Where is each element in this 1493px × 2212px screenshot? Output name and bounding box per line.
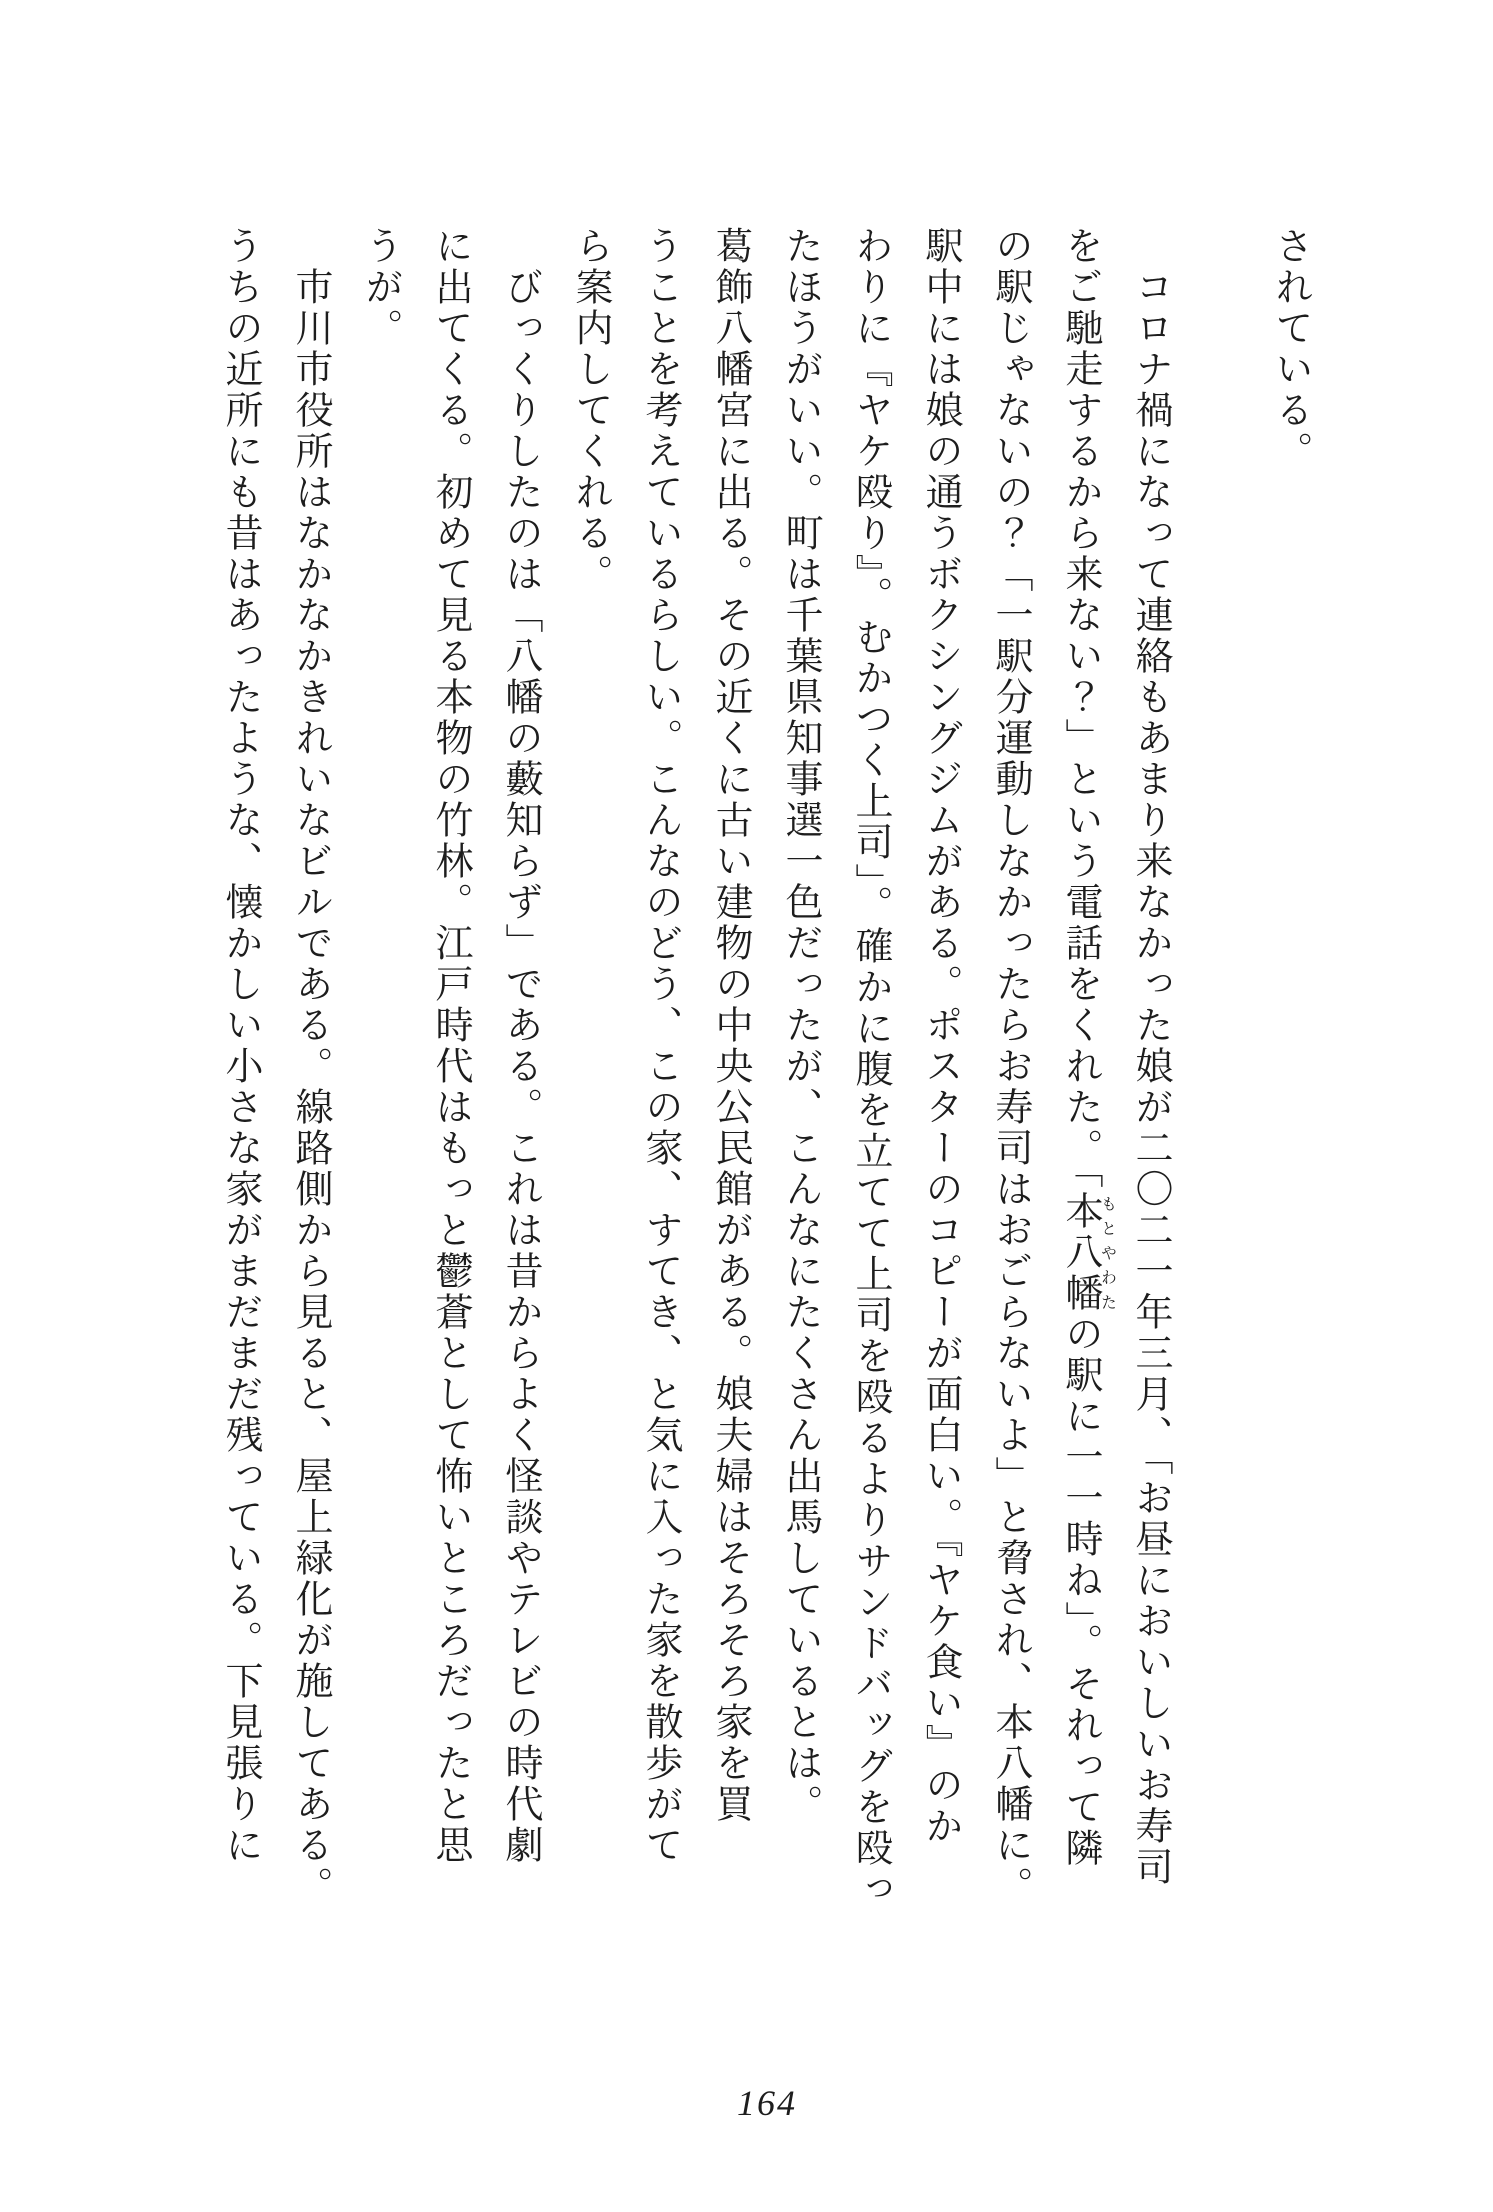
text-column: の駅じゃないの？「一駅分運動しなかったらお寿司はおごらないよ」と脅され、本八幡に。 [989, 226, 1031, 1907]
furigana-term: 本八幡もとやわた [1059, 1191, 1116, 1314]
text-column: びっくりしたのは「八幡の藪知らず」である。これは昔からよく怪談やテレビの時代劇 [499, 226, 541, 1866]
text-column: コロナ禍になって連絡もあまり来なかった娘が二〇二一年三月、「お昼においしいお寿司 [1129, 226, 1171, 1888]
page-number: 164 [737, 2083, 797, 2123]
text-column: わりに『ヤケ殴り』。むかつく上司」。確かに腹を立てて上司を殴るよりサンドバッグを殴っ [849, 226, 891, 1910]
text-column: うちの近所にも昔はあったような、懐かしい小さな家がまだまだ残っている。下見張りに [219, 226, 261, 1866]
text-column: 市川市役所はなかなかきれいなビルである。線路側から見ると、屋上緑化が施してある。 [289, 226, 331, 1907]
text-column: されている。 [1269, 226, 1311, 472]
vertical-text-block [205, 226, 1325, 1910]
text-column: うが。 [359, 226, 401, 349]
blank-column [1185, 226, 1255, 1901]
text-column: 葛飾八幡宮に出る。その近くに古い建物の中央公民館がある。娘夫婦はそろそろ家を買 [709, 226, 751, 1825]
text-column: をご馳走するから来ない？」という電話をくれた。「本八幡もとやわたの駅に一一時ね」。それって隣 [1059, 226, 1116, 1869]
text-column: 駅中には娘の通うボクシングジムがある。ポスターのコピーが面白い。『ヤケ食い』のか [919, 226, 961, 1847]
text-column: ら案内してくれる。 [569, 226, 611, 595]
text-column: たほうがいい。町は千葉県知事選一色だったが、こんなにたくさん出馬しているとは。 [779, 226, 821, 1825]
text-column: うことを考えているらしい。こんなのどう、この家、すてき、と気に入った家を散歩がて [639, 226, 681, 1866]
text-column: に出てくる。初めて見る本物の竹林。江戸時代はもっと鬱蒼として怖いところだったと思 [429, 226, 471, 1866]
